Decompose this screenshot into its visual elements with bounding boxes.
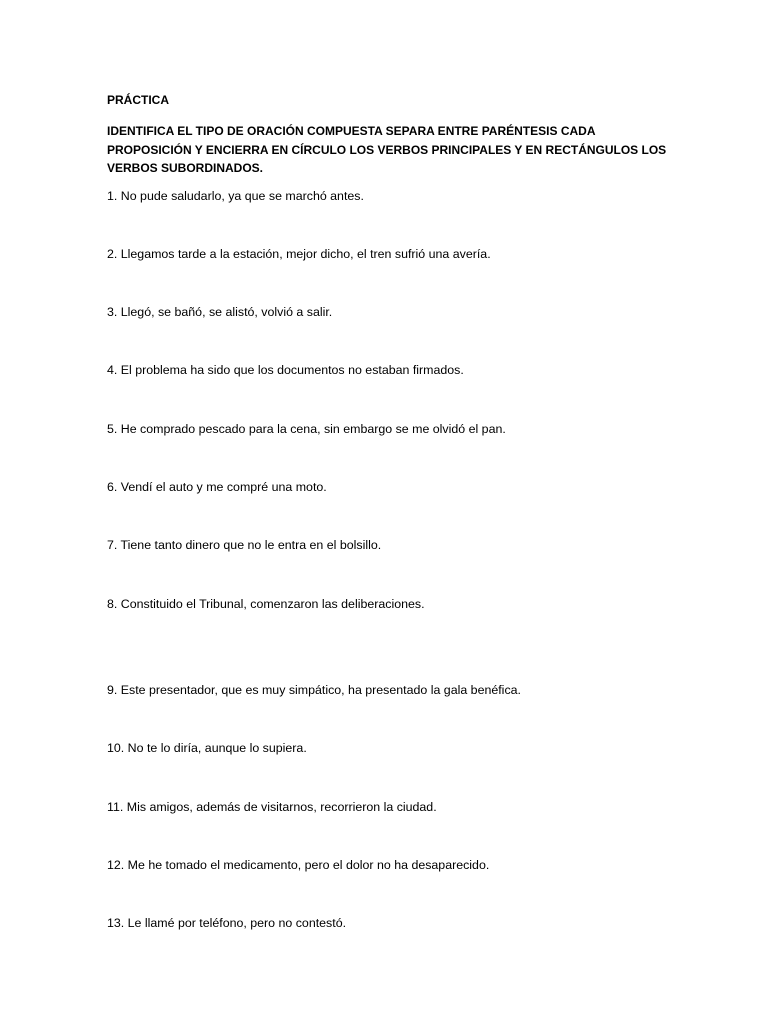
- list-item: 4. El problema ha sido que los documentos no estaban firmados.: [107, 363, 464, 377]
- list-item: 11. Mis amigos, además de visitarnos, recorrieron la ciudad.: [107, 800, 437, 814]
- list-item: 5. He comprado pescado para la cena, sin embargo se me olvidó el pan.: [107, 422, 506, 436]
- list-item: 1. No pude saludarlo, ya que se marchó antes.: [107, 189, 364, 203]
- document-title: PRÁCTICA: [107, 93, 169, 107]
- list-item: 2. Llegamos tarde a la estación, mejor dicho, el tren sufrió una avería.: [107, 247, 491, 261]
- list-item: 13. Le llamé por teléfono, pero no contestó.: [107, 916, 347, 930]
- list-item: 3. Llegó, se bañó, se alistó, volvió a salir.: [107, 305, 333, 319]
- list-item: 7. Tiene tanto dinero que no le entra en el bolsillo.: [107, 538, 382, 552]
- list-item: 9. Este presentador, que es muy simpático, ha presentado la gala benéfica.: [107, 683, 521, 697]
- list-item: 12. Me he tomado el medicamento, pero el dolor no ha desaparecido.: [107, 858, 490, 872]
- list-item: 8. Constituido el Tribunal, comenzaron las deliberaciones.: [107, 597, 425, 611]
- list-item: 10. No te lo diría, aunque lo supiera.: [107, 741, 307, 755]
- list-item: 6. Vendí el auto y me compré una moto.: [107, 480, 327, 494]
- document-instructions: IDENTIFICA EL TIPO DE ORACIÓN COMPUESTA SEPARA ENTRE PARÉNTESIS CADA PROPOSICIÓN Y ENCIERRA EN CÍRCULO LOS VERBOS PRINCIPALES Y EN RECTÁNGULOS LOS VERBOS SUBORDINADOS.: [107, 124, 667, 175]
